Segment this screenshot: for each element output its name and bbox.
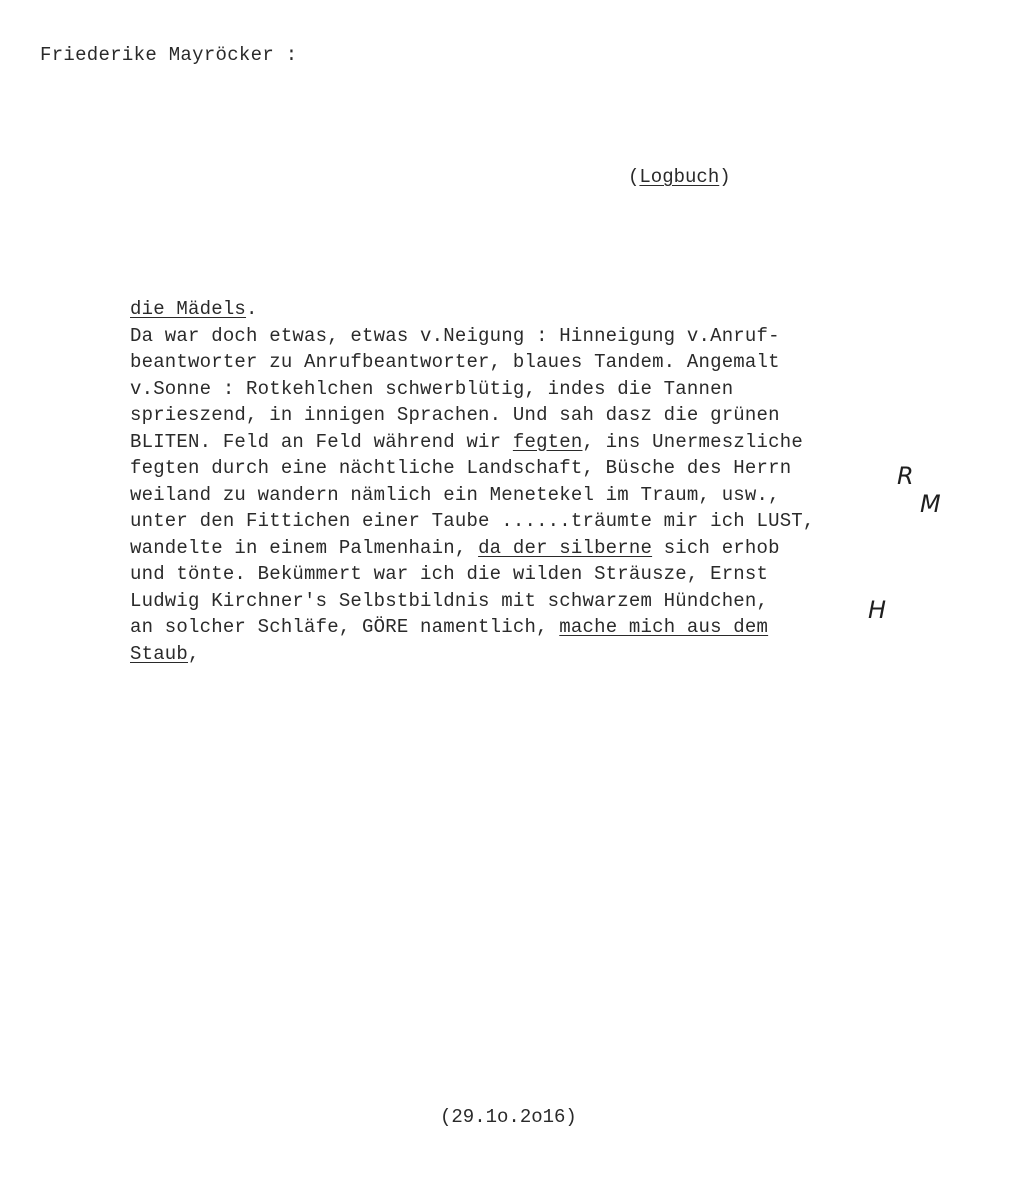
- margin-note-m: M: [920, 490, 941, 518]
- margin-note-r: R: [897, 462, 914, 490]
- poem-line: Ludwig Kirchner's Selbstbildnis mit schwarzem Hündchen,: [130, 589, 769, 612]
- underlined-segment: Staub: [130, 642, 189, 665]
- poem-heading: [130, 296, 890, 323]
- poem-line: fegten durch eine nächtliche Landschaft, Büsche des Herrn: [130, 457, 792, 479]
- poem-line: [130, 641, 890, 668]
- poem-body: [130, 296, 890, 667]
- line-segment: an solcher Schläfe, GÖRE namentlich,: [130, 616, 560, 638]
- poem-line: beantworter zu Anrufbeantworter, blaues Tandem. Angemalt: [130, 351, 780, 373]
- title-close-paren: ): [719, 166, 731, 188]
- poem-line: weiland zu wandern nämlich ein Menetekel im Traum, usw.,: [130, 483, 780, 506]
- poem-line: [130, 429, 890, 456]
- line-segment: wandelte in einem Palmenhain,: [130, 536, 479, 559]
- poem-title: [628, 166, 731, 188]
- poem-line: v.Sonne : Rotkehlchen schwerblütig, indes die Tannen: [130, 377, 734, 400]
- poem-line: unter den Fittichen einer Taube ......träumte mir ich LUST,: [130, 510, 815, 532]
- line-segment: , ins Unermeszliche: [582, 430, 803, 453]
- poem-line: [130, 535, 890, 562]
- underlined-segment: fegten: [512, 430, 583, 453]
- poem-line: [130, 614, 890, 641]
- author-name: Friederike Mayröcker :: [40, 44, 298, 66]
- line-segment: BLITEN. Feld an Feld während wir: [130, 430, 513, 453]
- underlined-segment: mache mich aus dem: [559, 616, 769, 638]
- poem-line: und tönte. Bekümmert war ich die wilden Sträusze, Ernst: [130, 563, 769, 585]
- title-text: Logbuch: [639, 166, 720, 188]
- heading-text: die Mädels: [130, 298, 247, 320]
- line-segment: ,: [188, 642, 200, 665]
- line-segment: sich erhob: [652, 536, 780, 559]
- margin-note-h: H: [868, 596, 887, 624]
- title-open-paren: (: [628, 166, 640, 188]
- poem-line: Da war doch etwas, etwas v.Neigung : Hinneigung v.Anruf-: [130, 324, 780, 347]
- poem-line: sprieszend, in innigen Sprachen. Und sah dasz die grünen: [130, 404, 780, 426]
- underlined-segment: da der silberne: [478, 536, 653, 559]
- document-date: (29.1o.2o16): [440, 1106, 577, 1128]
- heading-suffix: .: [246, 298, 258, 320]
